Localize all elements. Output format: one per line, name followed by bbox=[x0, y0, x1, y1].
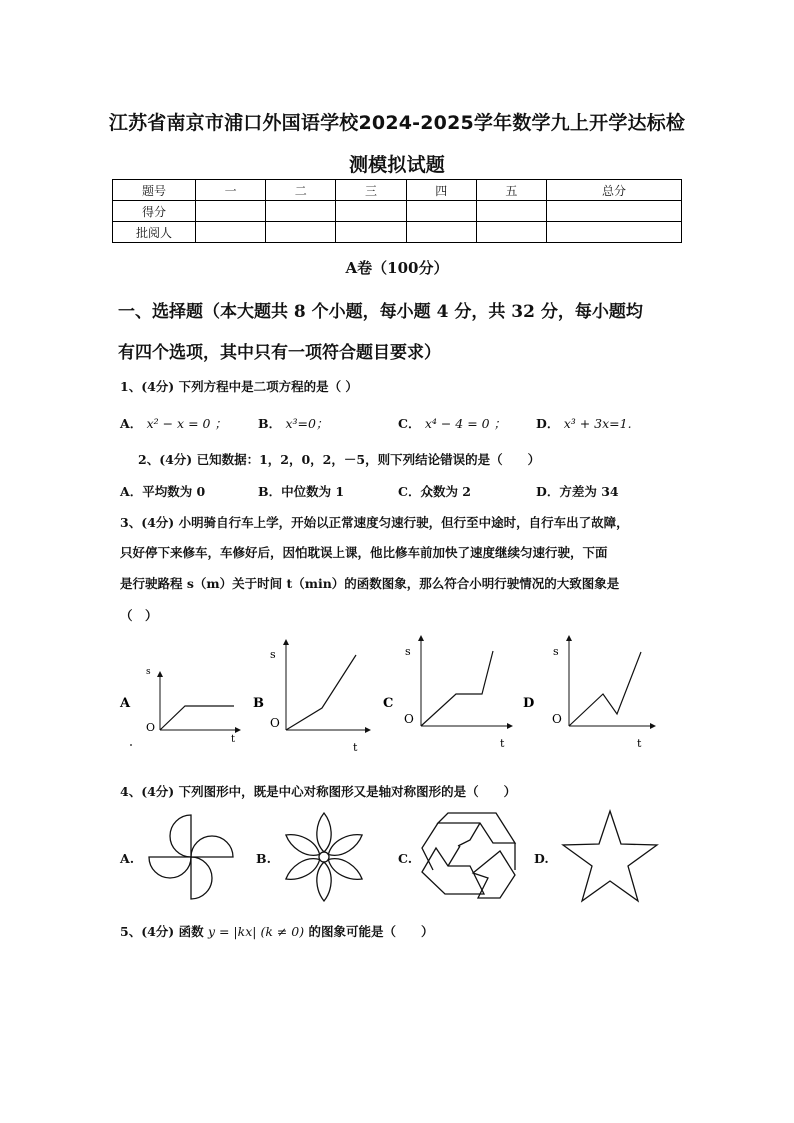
axis-y-label: s bbox=[146, 667, 151, 677]
q1-stem: 1、(4分) 下列方程中是二项方程的是（ ） bbox=[120, 379, 358, 394]
option-label: A． bbox=[120, 416, 143, 431]
option-expr: x⁴ − 4 = 0 ； bbox=[424, 416, 507, 431]
q2-option-c[interactable]: C．众数为 2 bbox=[398, 484, 471, 499]
option-expr: x³=0； bbox=[285, 416, 329, 431]
q4-stem: 4、(4分) 下列图形中，既是中心对称图形又是轴对称图形的是（ ） bbox=[120, 784, 517, 799]
origin-label: O bbox=[270, 716, 280, 730]
header-cell: 三 bbox=[336, 180, 406, 201]
origin-label: O bbox=[404, 712, 414, 726]
q5-prefix: 5、(4分) 函数 bbox=[120, 924, 204, 939]
q3-stem-line1: 3、(4分) 小明骑自行车上学，开始以正常速度匀速行驶，但行至中途时，自行车出了故障， bbox=[120, 515, 629, 530]
axis-x-label: t bbox=[637, 737, 642, 750]
origin-label: O bbox=[552, 712, 562, 726]
axis-x-label: t bbox=[500, 737, 505, 750]
header-cell: 二 bbox=[266, 180, 336, 201]
origin-label: O bbox=[146, 721, 156, 734]
axis-y-label: s bbox=[270, 648, 276, 661]
q4-option-d-label[interactable]: D. bbox=[534, 851, 549, 866]
star-figure[interactable] bbox=[563, 811, 657, 901]
header-cell: 题号 bbox=[113, 180, 196, 201]
q4-option-b-label[interactable]: B. bbox=[256, 851, 271, 866]
q5-stem bbox=[120, 922, 434, 940]
flower-figure[interactable] bbox=[282, 813, 365, 901]
q3-stem-line4: （ ） bbox=[120, 608, 158, 623]
graph-option-label: B bbox=[253, 696, 264, 711]
recycle-figure[interactable] bbox=[422, 813, 515, 898]
header-cell: 总分 bbox=[547, 180, 682, 201]
q4-option-a-label[interactable]: A. bbox=[120, 851, 135, 866]
paper-title-line2: 测模拟试题 bbox=[348, 154, 445, 176]
q2-option-d[interactable]: D．方差为 34 bbox=[536, 484, 619, 499]
q3-stem-line3: 是行驶路程 s（m）关于时间 t（min）的函数图象，那么符合小明行驶情况的大致图象是 bbox=[120, 576, 620, 591]
section1-heading-line1: 一、选择题（本大题共 8 个小题，每小题 4 分，共 32 分，每小题均 bbox=[118, 302, 643, 322]
row-label: 批阅人 bbox=[113, 222, 196, 243]
header-cell: 五 bbox=[476, 180, 546, 201]
option-label: C． bbox=[398, 416, 421, 431]
graph-option-label: D bbox=[523, 696, 535, 711]
q2-option-b[interactable]: B．中位数为 1 bbox=[258, 484, 345, 499]
graph-option-label: A bbox=[120, 696, 131, 711]
q2-stem: 2、(4分) 已知数据：1，2，0，2，－5，则下列结论错误的是（ ） bbox=[138, 452, 541, 467]
option-label: D． bbox=[536, 416, 560, 431]
volume-a-title: A卷（100分） bbox=[345, 259, 449, 277]
axis-y-label: s bbox=[405, 645, 411, 658]
axis-y-label: s bbox=[553, 645, 559, 658]
axis-x-label: t bbox=[353, 741, 358, 754]
header-cell: 四 bbox=[406, 180, 476, 201]
paper-title-line1: 江苏省南京市浦口外国语学校2024-2025学年数学九上开学达标检 bbox=[108, 112, 686, 134]
q2-option-a[interactable]: A．平均数为 0 bbox=[120, 484, 206, 499]
option-expr: x³ + 3x=1. bbox=[563, 416, 632, 431]
q5-suffix: 的图象可能是（ ） bbox=[308, 924, 434, 939]
option-label: B． bbox=[258, 416, 282, 431]
q5-function-expr: y = |kx| (k ≠ 0) bbox=[207, 924, 305, 939]
option-expr: x² − x = 0 ； bbox=[146, 416, 227, 431]
q4-option-c-label[interactable]: C. bbox=[398, 851, 413, 866]
header-cell: 一 bbox=[196, 180, 266, 201]
row-label: 得分 bbox=[113, 201, 196, 222]
q3-stem-line2: 只好停下来修车，车修好后，因怕耽误上课，他比修车前加快了速度继续匀速行驶，下面 bbox=[120, 545, 608, 560]
pinwheel-figure[interactable] bbox=[149, 815, 233, 899]
graph-option-label: C bbox=[383, 696, 394, 711]
axis-x-label: t bbox=[231, 734, 236, 745]
section1-heading-line2: 有四个选项，其中只有一项符合题目要求） bbox=[118, 343, 441, 363]
